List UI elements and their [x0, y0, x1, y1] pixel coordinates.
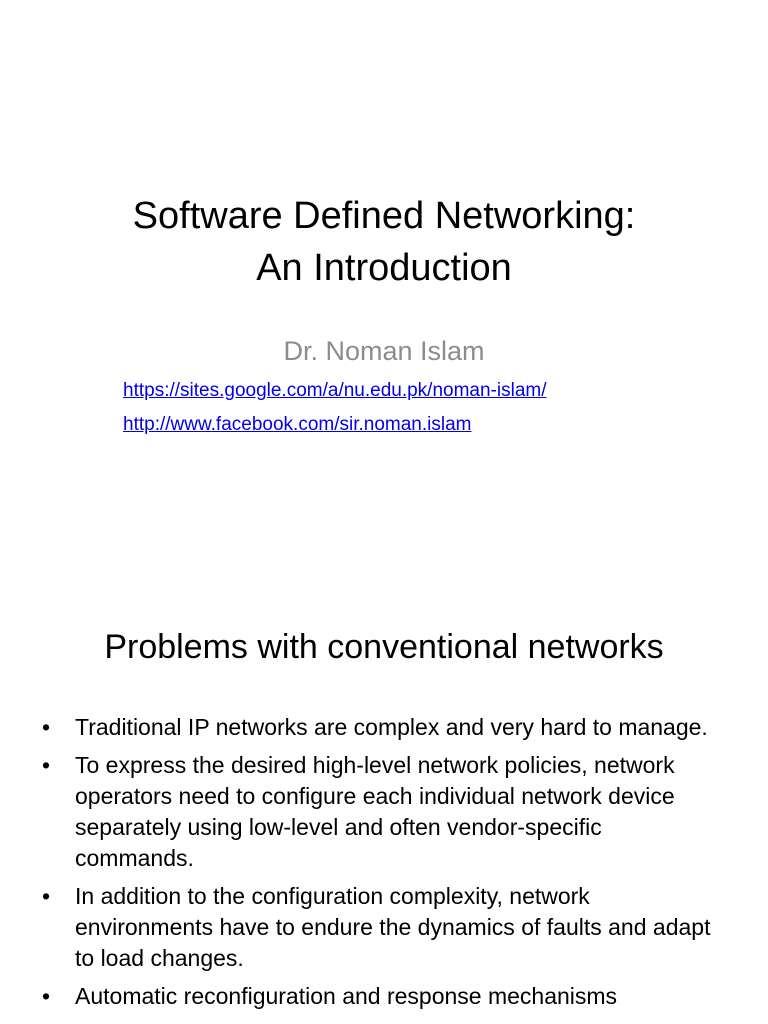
- bullet-text: Automatic reconfiguration and response mechanisms: [75, 983, 618, 1009]
- bullet-list: [40, 712, 720, 1019]
- content-slide: [0, 576, 768, 1024]
- bullet-text: In addition to the configuration complexity, network environments have to endure the dynamics of faults and adapt to load changes.: [75, 883, 711, 971]
- bullet-icon: •: [42, 983, 51, 1009]
- bullet-text: To express the desired high-level network policies, network operators need to configure each individual network device separately using low-level and often vendor-specific commands.: [75, 752, 675, 871]
- bullet-icon: •: [42, 714, 51, 740]
- google-sites-link[interactable]: https://sites.google.com/a/nu.edu.pk/noman-islam/: [123, 380, 547, 401]
- bullet-item: [40, 712, 720, 743]
- slide-title-line-2: An Introduction: [256, 247, 512, 289]
- slide-title-line-1: Software Defined Networking:: [132, 195, 636, 237]
- slide-title: [0, 190, 768, 294]
- slide-heading: Problems with conventional networks: [104, 628, 664, 666]
- bullet-icon: •: [42, 752, 51, 778]
- bullet-item: [40, 750, 720, 874]
- facebook-link[interactable]: http://www.facebook.com/sir.noman.islam: [123, 414, 472, 435]
- bullet-icon: •: [42, 883, 51, 909]
- bullet-item: [40, 881, 720, 974]
- bullet-item: [40, 981, 720, 1012]
- author-name: Dr. Noman Islam: [283, 336, 485, 366]
- bullet-text: Traditional IP networks are complex and very hard to manage.: [75, 714, 708, 740]
